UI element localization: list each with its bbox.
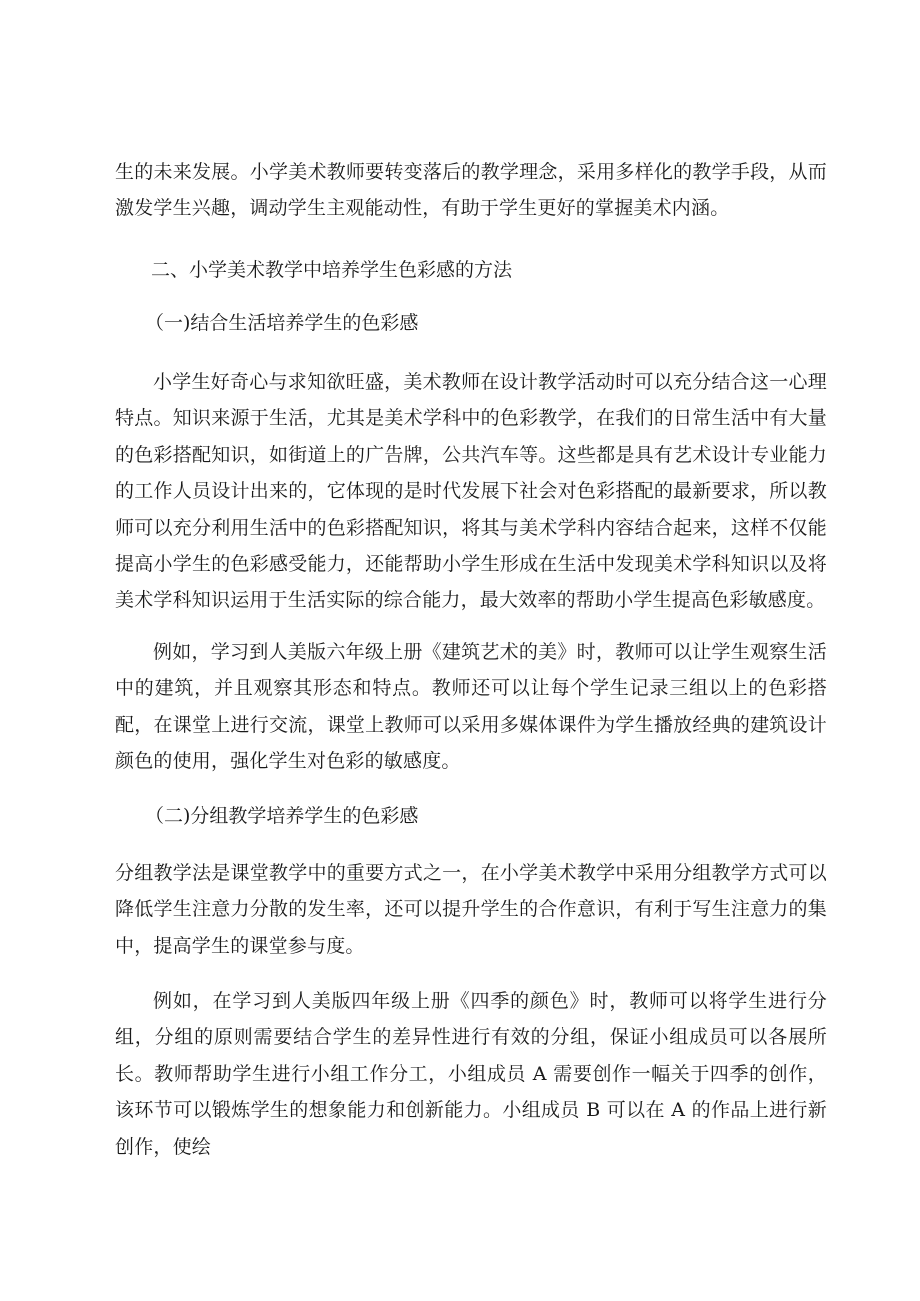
section-heading: 二、小学美术教学中培养学生色彩感的方法	[151, 259, 513, 281]
subsection-heading-1: （一)结合生活培养学生的色彩感	[145, 312, 419, 334]
body-paragraph: 例如，在学习到人美版四年级上册《四季的颜色》时，教师可以将学生进行分组，分组的原则需要结合学生的差异性进行有效的分组，保证小组成员可以各展所长。教师帮助学生进行小组工作分工，小组成员 A 需要创作一幅关于四季的创作，该环节可以锻炼学生的想象能力和创新能力。小组成员 B 可以在 A 的作品上进行新创作，使绘	[115, 990, 827, 1158]
subsection-heading-2: （二)分组教学培养学生的色彩感	[145, 805, 419, 827]
body-paragraph: 分组教学法是课堂教学中的重要方式之一，在小学美术教学中采用分组教学方式可以降低学生注意力分散的发生率，还可以提升学生的合作意识，有利于写生注意力的集中，提高学生的课堂参与度。	[115, 862, 827, 957]
body-paragraph-continuation: 生的未来发展。小学美术教师要转变落后的教学理念，采用多样化的教学手段，从而激发学生兴趣，调动学生主观能动性，有助于学生更好的掌握美术内涵。	[115, 161, 827, 220]
body-paragraph: 例如，学习到人美版六年级上册《建筑艺术的美》时，教师可以让学生观察生活中的建筑，并且观察其形态和特点。教师还可以让每个学生记录三组以上的色彩搭配，在课堂上进行交流，课堂上教师可以采用多媒体课件为学生播放经典的建筑设计颜色的使用，强化学生对色彩的敏感度。	[115, 641, 827, 773]
body-paragraph: 小学生好奇心与求知欲旺盛，美术教师在设计教学活动时可以充分结合这一心理特点。知识来源于生活，尤其是美术学科中的色彩教学，在我们的日常生活中有大量的色彩搭配知识，如街道上的广告牌，公共汽车等。这些都是具有艺术设计专业能力的工作人员设计出来的，它体现的是时代发展下社会对色彩搭配的最新要求，所以教师可以充分利用生活中的色彩搭配知识，将其与美术学科内容结合起来，这样不仅能提高小学生的色彩感受能力，还能帮助小学生形成在生活中发现美术学科知识以及将美术学科知识运用于生活实际的综合能力，最大效率的帮助小学生提高色彩敏感度。	[115, 371, 827, 612]
